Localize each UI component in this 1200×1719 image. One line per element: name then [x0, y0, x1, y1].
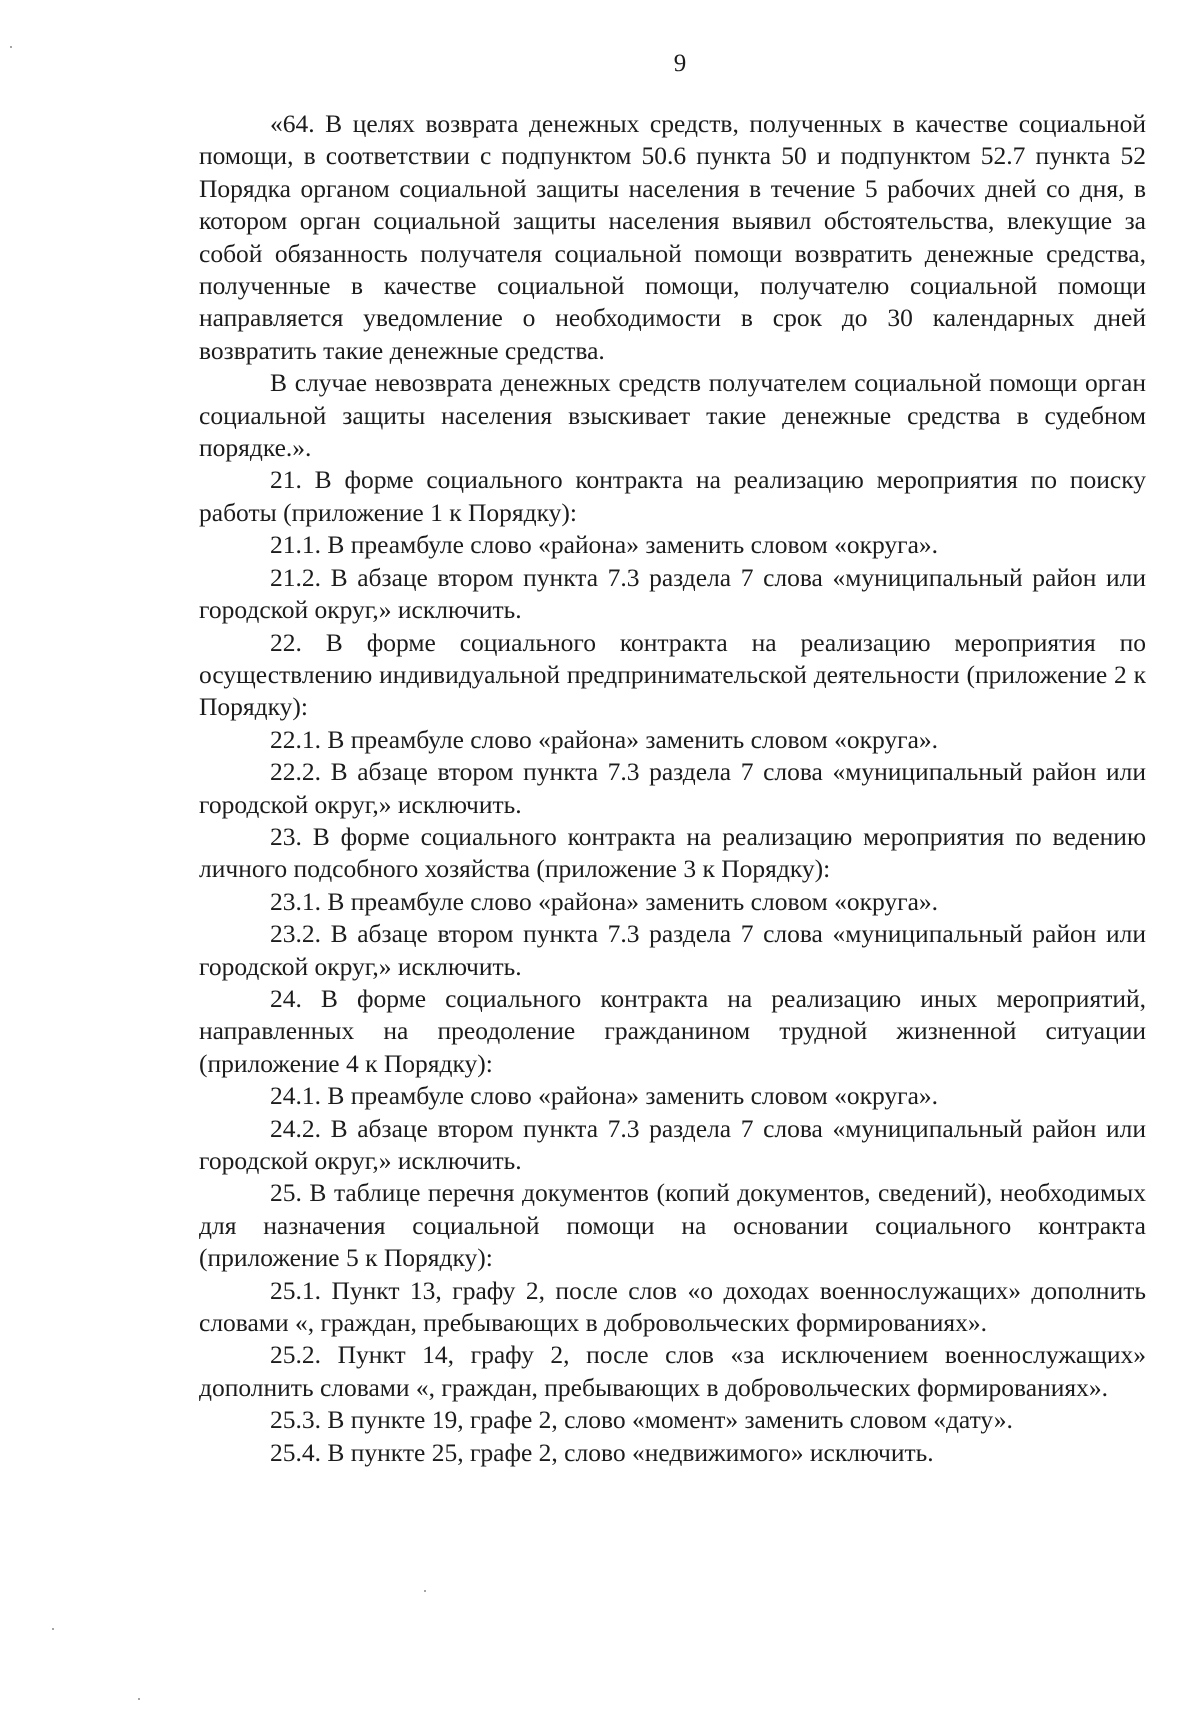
- paragraph-21-2: 21.2. В абзаце втором пункта 7.3 раздела 7 слова «муниципальный район или городской округ,» исключить.: [199, 562, 1146, 625]
- paragraph-64-continued: В случае невозврата денежных средств получателем социальной помощи орган социальной защиты населения взыскивает такие денежные средства в судебном порядке.».: [199, 368, 1146, 463]
- paragraph-25-4: 25.4. В пункте 25, графе 2, слово «недвижимого» исключить.: [270, 1437, 934, 1467]
- paragraph-22-2: 22.2. В абзаце втором пункта 7.3 раздела 7 слова «муниципальный район или городской округ,» исключить.: [199, 757, 1146, 819]
- paragraph-23: 23. В форме социального контракта на реализацию мероприятия по ведению личного подсобного хозяйства (приложение 3 к Порядку):: [199, 821, 1146, 884]
- page-number: 9: [673, 50, 687, 77]
- paragraph-23-1: 23.1. В преамбуле слово «района» заменить словом «округа».: [270, 886, 939, 916]
- paragraph-25-2: 25.2. Пункт 14, графу 2, после слов «за исключением военнослужащих» дополнить словами «, граждан, пребывающих в добровольческих формированиях».: [199, 1340, 1146, 1402]
- paragraph-22-1: 22.1. В преамбуле слово «района» заменить словом «округа».: [270, 724, 939, 754]
- paragraph-21-1: 21.1. В преамбуле слово «района» заменить словом «округа».: [270, 530, 939, 560]
- paragraph-21: 21. В форме социального контракта на реализацию мероприятия по поиску работы (приложение 1 к Порядку):: [199, 465, 1146, 527]
- scan-speck: [10, 46, 12, 48]
- document-body: [199, 108, 1146, 1469]
- scan-speck: [52, 1628, 54, 1630]
- paragraph-24: 24. В форме социального контракта на реализацию иных мероприятий, направленных на преодоление гражданином трудной жизненной ситуации (приложение 4 к Порядку):: [199, 983, 1146, 1078]
- paragraph-22: 22. В форме социального контракта на реализацию мероприятия по осуществлению индивидуальной предпринимательской деятельности (приложение 2 к Порядку):: [199, 627, 1146, 722]
- paragraph-64: «64. В целях возврата денежных средств, полученных в качестве социальной помощи, в соответствии с подпунктом 50.6 пункта 50 и подпунктом 52.7 пункта 52 Порядка органом социальной защиты населения в течение 5 рабочих дней со дня, в котором орган социальной защиты населения выявил обстоятельства, влекущие за собой обязанность получателя социальной помощи возвратить денежные средства, полученные в качестве социальной помощи, получателю социальной помощи направляется уведомление о необходимости в срок до 30 календарных дней возвратить такие денежные средства.: [199, 109, 1146, 365]
- paragraph-25-1: 25.1. Пункт 13, графу 2, после слов «о доходах военнослужащих» дополнить словами «, граждан, пребывающих в добровольческих формированиях».: [199, 1275, 1146, 1338]
- paragraph-25-3: 25.3. В пункте 19, графе 2, слово «момент» заменить словом «дату».: [270, 1405, 1013, 1435]
- scan-speck: [138, 1698, 140, 1700]
- paragraph-24-1: 24.1. В преамбуле слово «района» заменить словом «округа».: [270, 1081, 939, 1111]
- paragraph-23-2: 23.2. В абзаце втором пункта 7.3 раздела 7 слова «муниципальный район или городской округ,» исключить.: [199, 919, 1146, 981]
- scan-speck: [424, 1590, 426, 1592]
- paragraph-24-2: 24.2. В абзаце втором пункта 7.3 раздела 7 слова «муниципальный район или городской округ,» исключить.: [199, 1113, 1146, 1175]
- paragraph-25: 25. В таблице перечня документов (копий документов, сведений), необходимых для назначения социальной помощи на основании социального контракта (приложение 5 к Порядку):: [199, 1178, 1146, 1273]
